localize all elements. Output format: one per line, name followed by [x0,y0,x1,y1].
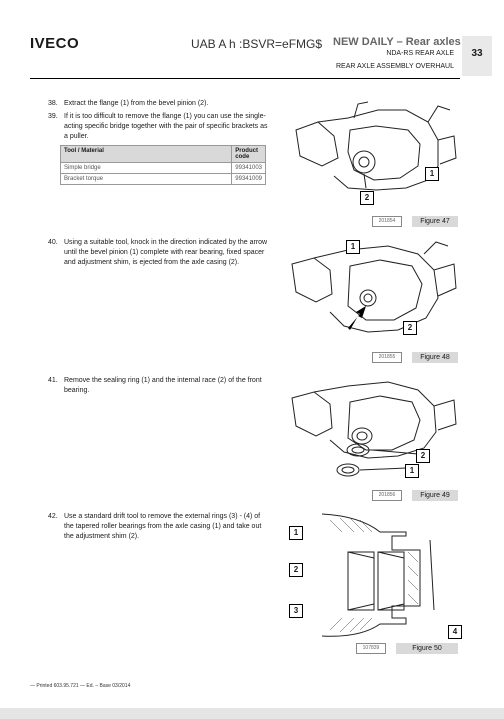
callout-1: 1 [405,464,419,478]
callout-1: 1 [425,167,439,181]
iveco-logo: IVECO [30,35,80,52]
callout-1: 1 [289,526,303,540]
figure-code: 201855 [372,352,402,363]
figure-49-caption [372,490,458,501]
callout-2: 2 [289,563,303,577]
bottom-bar [0,708,504,719]
figure-label: Figure 48 [412,352,458,363]
figure-label: Figure 47 [412,216,458,227]
step-text: Use a standard drift tool to remove the external rings (3) - (4) of the tapered roller bearings from the axle casing (1) and take out the adjustment shim (2). [64,513,262,540]
callout-4: 4 [448,625,462,639]
figure-47-drawing [288,96,460,214]
step-number: 41. [48,377,58,384]
tool-table [60,145,266,185]
callout-2: 2 [360,191,374,205]
figure-code: 107839 [356,643,386,654]
figure-47-caption [372,216,458,227]
figure-48-caption [372,352,458,363]
header-divider [30,78,460,79]
table-cell: Simple bridge [61,163,232,174]
step-number: 39. [48,113,58,120]
step-text: Remove the sealing ring (1) and the internal race (2) of the front bearing. [64,377,262,394]
section-subtitle: NDA-RS REAR AXLE [386,50,454,57]
figure-48-drawing [288,236,460,348]
callout-1: 1 [346,240,360,254]
section-subtitle-2: REAR AXLE ASSEMBLY OVERHAUL [335,63,454,70]
step-number: 38. [48,100,58,107]
document-code: UAB A h :BSVR=eFMG$ [191,37,323,51]
table-cell: Bracket torque [61,174,232,185]
figure-label: Figure 50 [396,643,458,654]
table-row [61,163,266,174]
figure-50-caption [356,643,458,654]
table-header: Tool / Material [61,146,232,163]
step-text: Using a suitable tool, knock in the direction indicated by the arrow until the bevel pinion (1) complete with rear bearing, fixed spacer and adjustment shim, is ejected from the axle casing (2). [64,239,268,266]
table-cell: 99341009 [232,174,266,185]
step-number: 42. [48,513,58,520]
figure-code: 201854 [372,216,402,227]
figure-label: Figure 49 [412,490,458,501]
figure-50-drawing [300,510,462,638]
table-header: Product code [232,146,266,163]
page-number: 33 [471,48,483,59]
table-header-row [61,146,266,163]
table-cell: 99341003 [232,163,266,174]
step-text: If it is too difficult to remove the flange (1) you can use the single-acting specific bridge together with the pair of specific brackets as a puller. [64,113,268,140]
section-title: NEW DAILY – Rear axles [333,36,461,48]
callout-2: 2 [403,321,417,335]
print-footer: — Printed 603.95.721 — Ed. – Base 03/2014 [30,683,131,689]
callout-2: 2 [416,449,430,463]
step-text: Extract the flange (1) from the bevel pinion (2). [64,100,209,107]
table-row [61,174,266,185]
step-number: 40. [48,239,58,246]
figure-49-drawing [288,376,460,484]
callout-3: 3 [289,604,303,618]
figure-code: 201856 [372,490,402,501]
